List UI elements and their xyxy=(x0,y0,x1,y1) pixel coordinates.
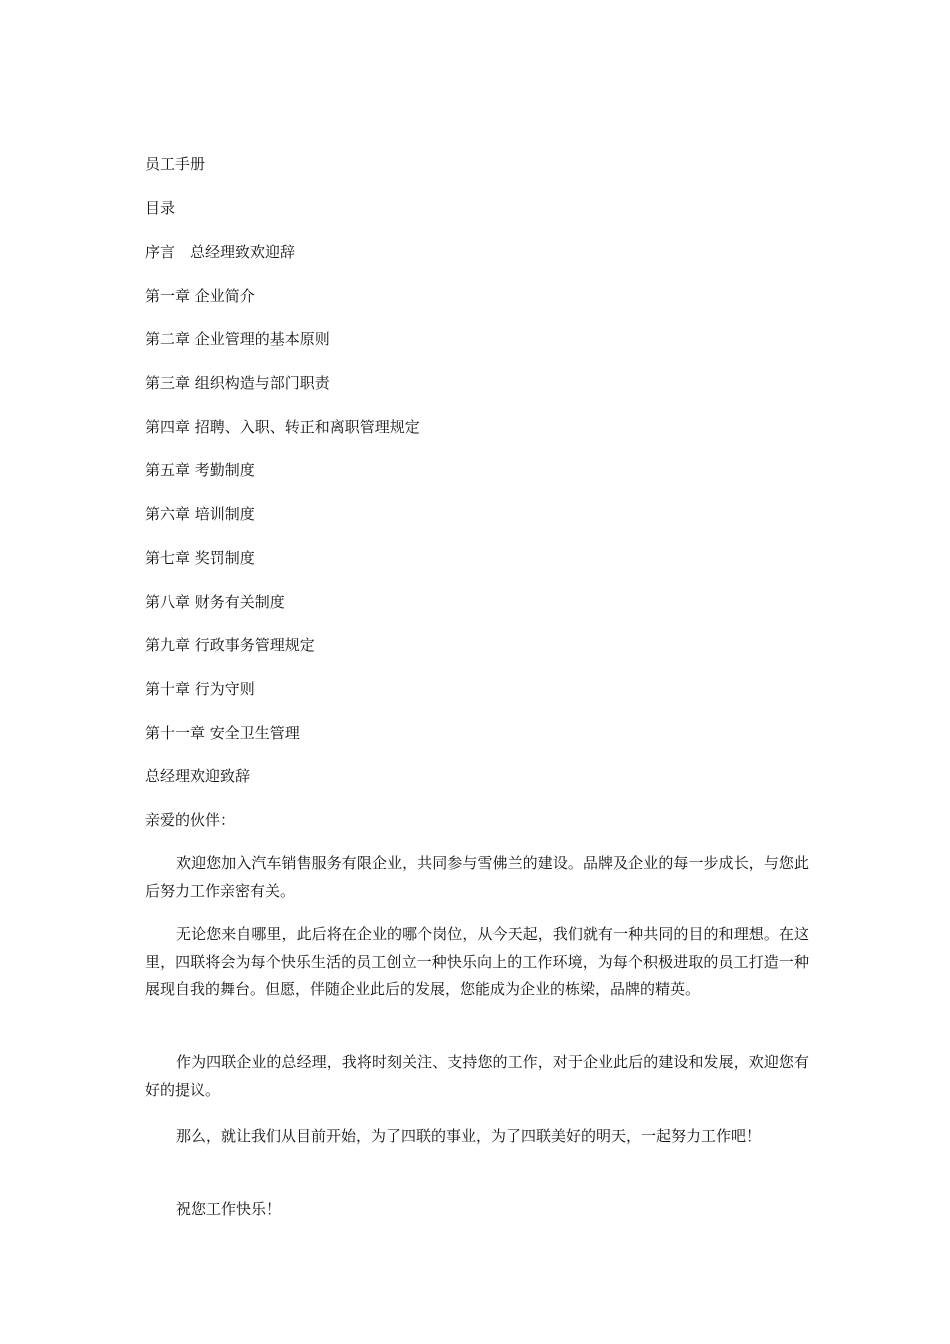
toc-item: 第十一章 安全卫生管理 xyxy=(145,724,300,742)
letter-salutation: 亲爱的伙伴： xyxy=(145,811,236,829)
toc-item: 第七章 奖罚制度 xyxy=(145,549,255,567)
letter-heading: 总经理欢迎致辞 xyxy=(145,767,251,785)
toc-item: 第三章 组织构造与部门职责 xyxy=(145,374,330,392)
toc-item: 第八章 财务有关制度 xyxy=(145,593,285,611)
toc-item: 第六章 培训制度 xyxy=(145,505,255,523)
toc-item: 第二章 企业管理的基本原则 xyxy=(145,330,330,348)
toc-item: 第一章 企业简介 xyxy=(145,287,255,305)
letter-paragraph: 无论您来自哪里，此后将在企业的哪个岗位，从今天起，我们就有一种共同的目的和理想。在这里，四联将会为每个快乐生活的员工创立一种快乐向上的工作环境，为每个积极进取的员工打造一种展现自我的舞台。但愿，伴随企业此后的发展，您能成为企业的栋梁，品牌的精英。 xyxy=(145,925,809,998)
toc-item: 序言 总经理致欢迎辞 xyxy=(145,243,296,261)
document-title: 员工手册 xyxy=(145,155,206,173)
letter-closing: 祝您工作快乐！ xyxy=(176,1200,282,1218)
toc-item: 第九章 行政事务管理规定 xyxy=(145,636,315,654)
letter-paragraph: 欢迎您加入汽车销售服务有限企业，共同参与雪佛兰的建设。品牌及企业的每一步成长，与您此后努力工作亲密有关。 xyxy=(145,854,809,900)
toc-item: 第四章 招聘、入职、转正和离职管理规定 xyxy=(145,418,420,436)
letter-paragraph: 作为四联企业的总经理，我将时刻关注、支持您的工作，对于企业此后的建设和发展，欢迎您有好的提议。 xyxy=(145,1053,809,1099)
toc-item: 第五章 考勤制度 xyxy=(145,461,255,479)
letter-paragraph: 那么，就让我们从目前开始，为了四联的事业，为了四联美好的明天，一起努力工作吧！ xyxy=(176,1127,762,1145)
toc-item: 第十章 行为守则 xyxy=(145,680,255,698)
toc-heading: 目录 xyxy=(145,199,176,217)
